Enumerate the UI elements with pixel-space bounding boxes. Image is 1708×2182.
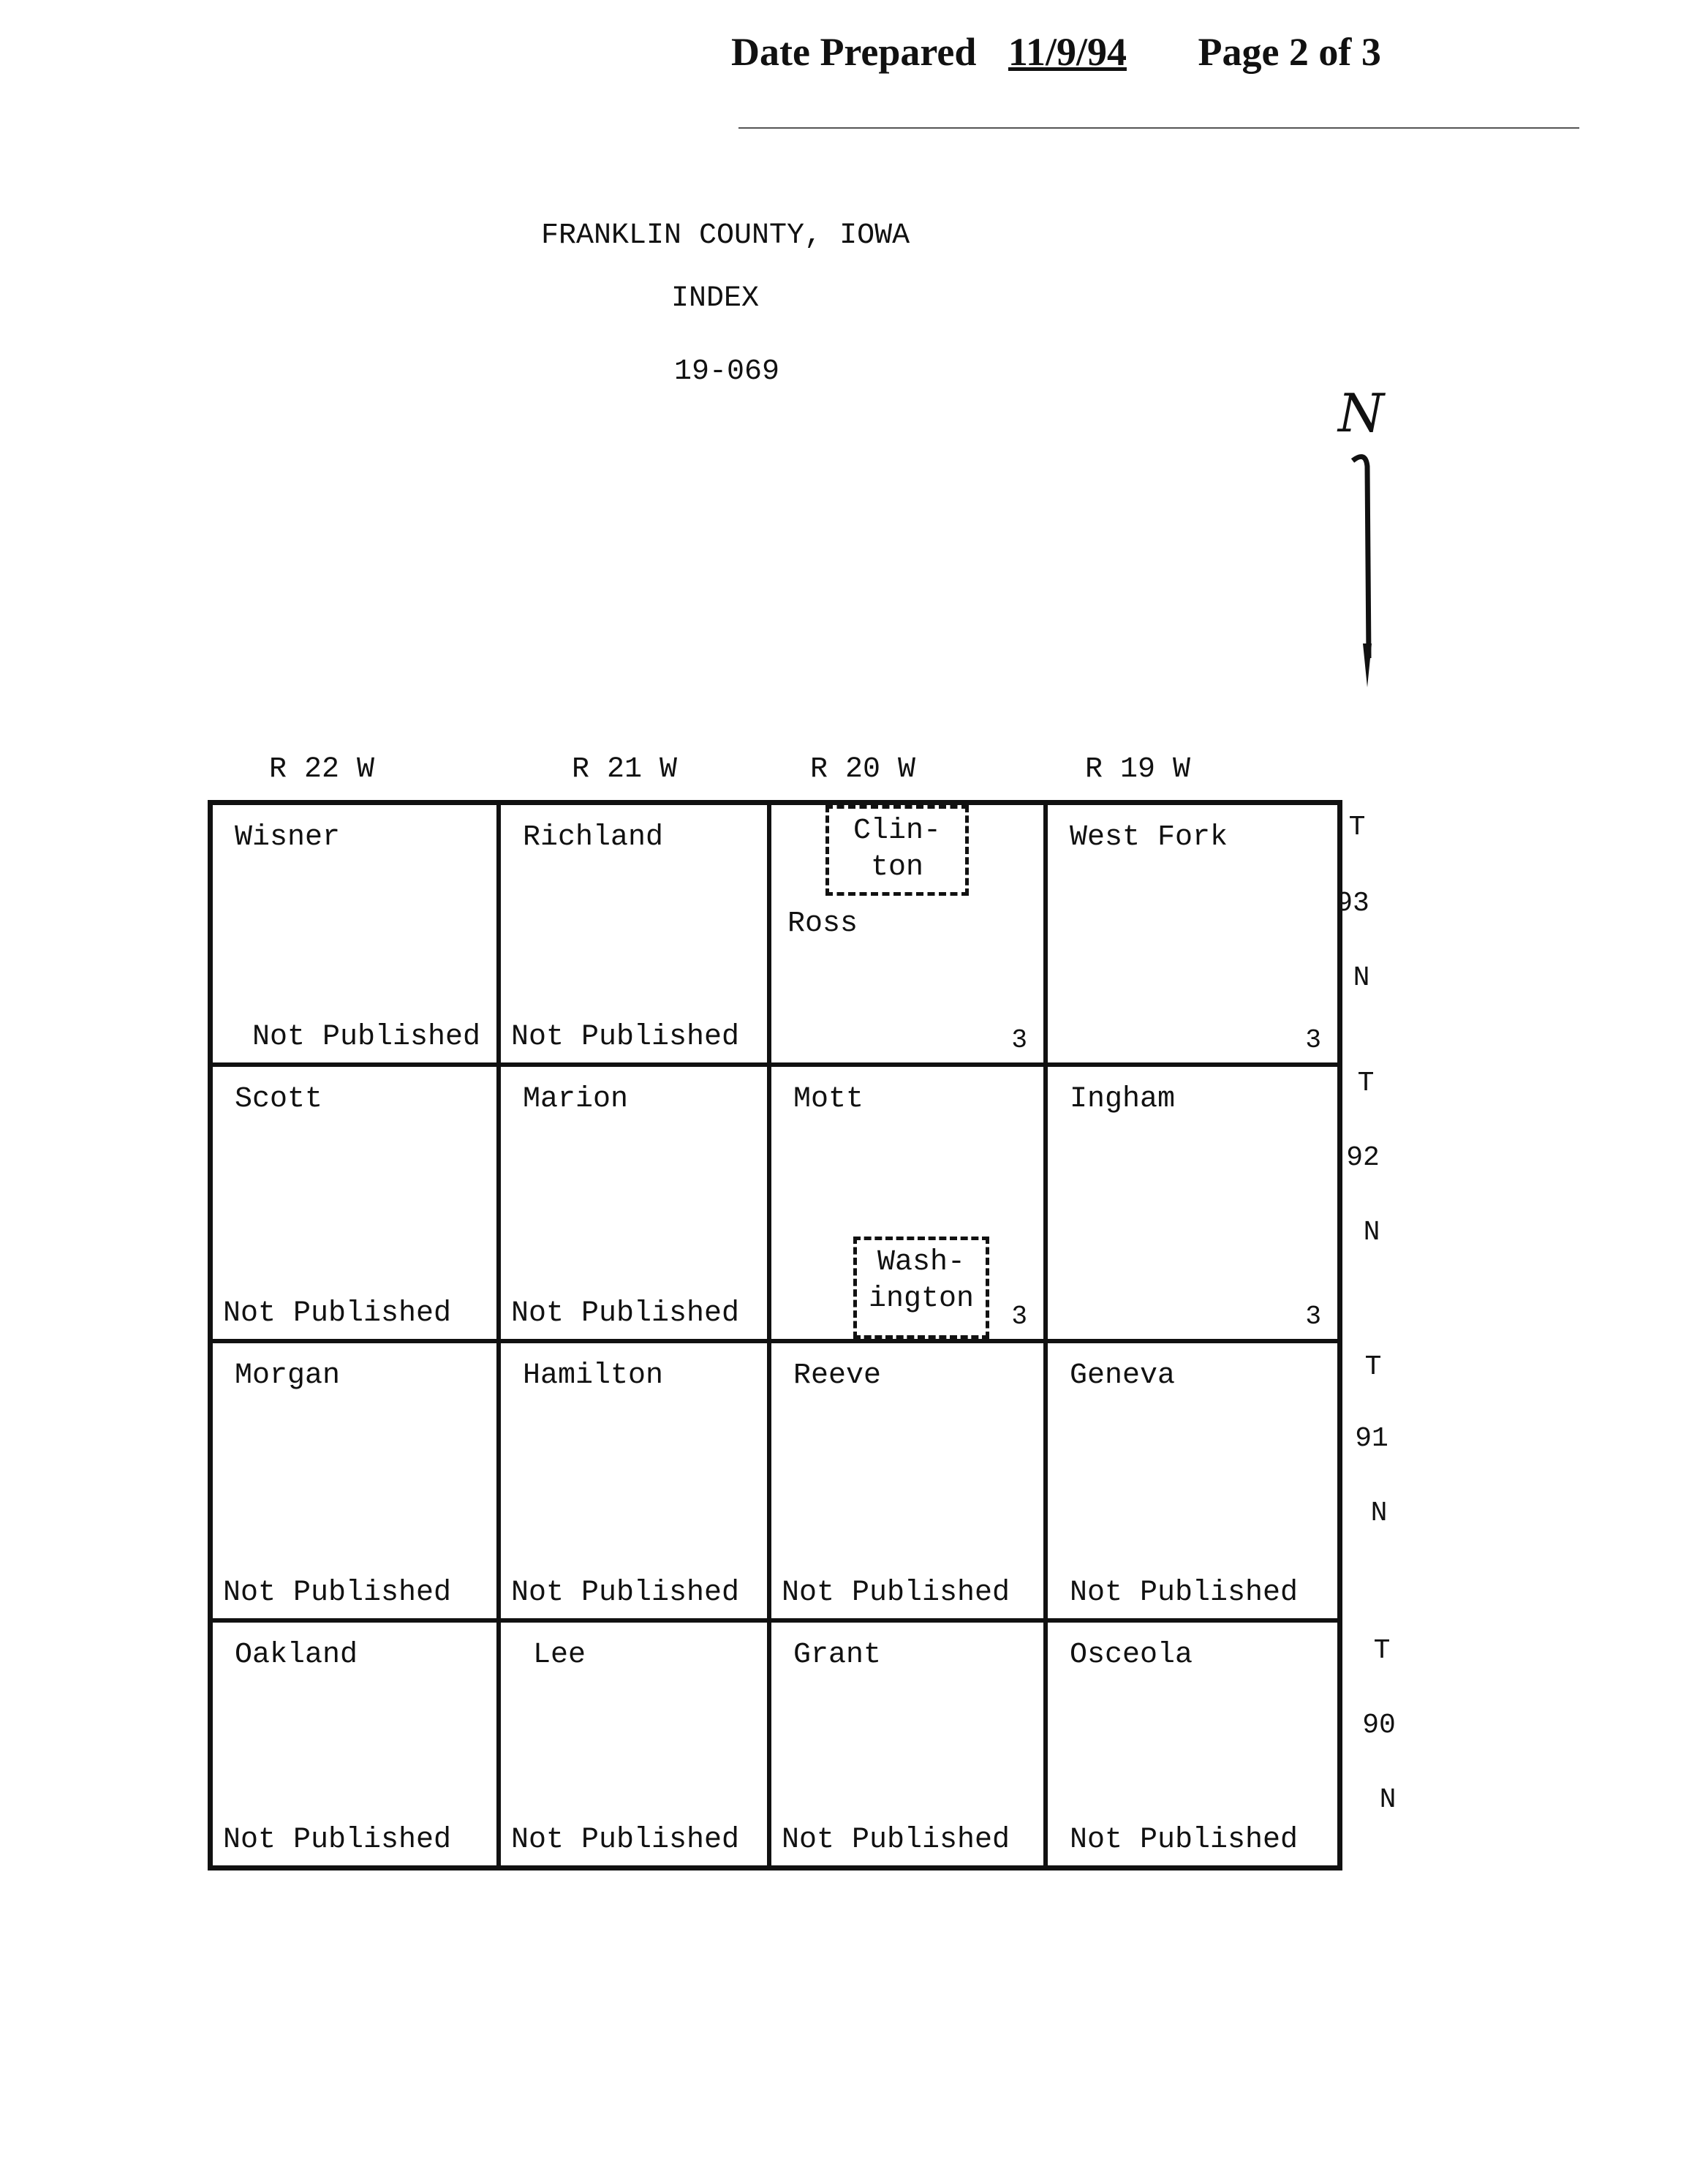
township-cell-west-fork[interactable]	[1048, 805, 1337, 1067]
publication-status: Not Published	[782, 1824, 1010, 1857]
township-t91-num: 91	[1355, 1423, 1388, 1454]
publication-status: Not Published	[511, 1021, 740, 1054]
inset-label-line2: ton	[870, 851, 923, 884]
township-t91-n: N	[1370, 1498, 1388, 1529]
township-cell-geneva[interactable]	[1048, 1343, 1337, 1623]
county-title: FRANKLIN COUNTY, IOWA	[541, 219, 910, 252]
township-cell-ingham[interactable]	[1048, 1067, 1337, 1343]
township-t90-n: N	[1379, 1784, 1397, 1816]
header	[731, 29, 1381, 75]
header-rule	[738, 127, 1579, 129]
township-cell-wisner[interactable]	[213, 805, 501, 1067]
range-label-r21w: R 21 W	[572, 753, 678, 786]
north-label: N	[1338, 382, 1384, 444]
publication-status: Not Published	[511, 1824, 740, 1857]
publication-status: Not Published	[223, 1824, 452, 1857]
township-t93-t: T	[1348, 812, 1366, 843]
sheet-number: 3	[1011, 1025, 1027, 1055]
sheet-number: 3	[1305, 1025, 1321, 1055]
township-cell-lee[interactable]	[501, 1623, 771, 1865]
township-cell-richland[interactable]	[501, 805, 771, 1067]
township-cell-scott[interactable]	[213, 1067, 501, 1343]
publication-status: Not Published	[252, 1021, 481, 1054]
range-label-r22w: R 22 W	[269, 753, 375, 786]
township-cell-oakland[interactable]	[213, 1623, 501, 1865]
inset-label-line1: Wash-	[877, 1246, 966, 1279]
township-t90-t: T	[1373, 1635, 1391, 1666]
township-t93-n: N	[1353, 962, 1370, 994]
publication-status: Not Published	[223, 1297, 452, 1330]
township-name: Morgan	[235, 1359, 341, 1392]
township-cell-reeve[interactable]	[771, 1343, 1048, 1623]
township-cell-morgan[interactable]	[213, 1343, 501, 1623]
north-arrow-icon	[1323, 380, 1411, 702]
publication-status: Not Published	[511, 1297, 740, 1330]
township-name: Richland	[523, 821, 664, 854]
township-t92-n: N	[1363, 1217, 1380, 1248]
sheet-number: 3	[1305, 1302, 1321, 1332]
inset-label-line2: ington	[868, 1283, 975, 1315]
township-cell-osceola[interactable]	[1048, 1623, 1337, 1865]
township-name: Marion	[523, 1083, 629, 1116]
township-t91-t: T	[1364, 1351, 1382, 1383]
township-t93-num: 93	[1336, 888, 1369, 919]
township-name: Hamilton	[523, 1359, 664, 1392]
township-cell-ross[interactable]	[771, 805, 1048, 1067]
township-name: Oakland	[235, 1639, 358, 1672]
township-name: Geneva	[1070, 1359, 1176, 1392]
township-index-grid	[208, 800, 1342, 1870]
township-cell-grant[interactable]	[771, 1623, 1048, 1865]
inset-box-clinton[interactable]	[825, 805, 969, 896]
inset-label-line1: Clin-	[853, 815, 942, 847]
township-cell-marion[interactable]	[501, 1067, 771, 1343]
township-cell-hamilton[interactable]	[501, 1343, 771, 1623]
publication-status: Not Published	[1070, 1824, 1299, 1857]
township-name: Ross	[787, 907, 858, 940]
date-value: 11/9/94	[1008, 30, 1127, 74]
publication-status: Not Published	[782, 1577, 1010, 1609]
publication-status: Not Published	[1070, 1577, 1299, 1609]
document-number: 19-069	[674, 355, 780, 388]
township-t90-num: 90	[1362, 1710, 1396, 1741]
range-label-r19w: R 19 W	[1085, 753, 1191, 786]
township-name: Scott	[235, 1083, 323, 1116]
township-name: Wisner	[235, 821, 341, 854]
township-name: Ingham	[1070, 1083, 1176, 1116]
publication-status: Not Published	[223, 1577, 452, 1609]
township-name: Reeve	[793, 1359, 882, 1392]
township-name: Mott	[793, 1083, 864, 1116]
township-name: Osceola	[1070, 1639, 1193, 1672]
inset-box-washington[interactable]	[853, 1237, 989, 1339]
sheet-number: 3	[1011, 1302, 1027, 1332]
page-indicator: Page 2 of 3	[1198, 30, 1381, 74]
publication-status: Not Published	[511, 1577, 740, 1609]
township-name: West Fork	[1070, 821, 1228, 854]
township-name: Grant	[793, 1639, 882, 1672]
index-title: INDEX	[671, 282, 760, 315]
township-t92-t: T	[1357, 1068, 1375, 1099]
township-t92-num: 92	[1346, 1142, 1380, 1174]
township-name: Lee	[533, 1639, 586, 1672]
township-cell-mott[interactable]	[771, 1067, 1048, 1343]
date-label: Date Prepared	[731, 30, 977, 74]
range-label-r20w: R 20 W	[810, 753, 916, 786]
